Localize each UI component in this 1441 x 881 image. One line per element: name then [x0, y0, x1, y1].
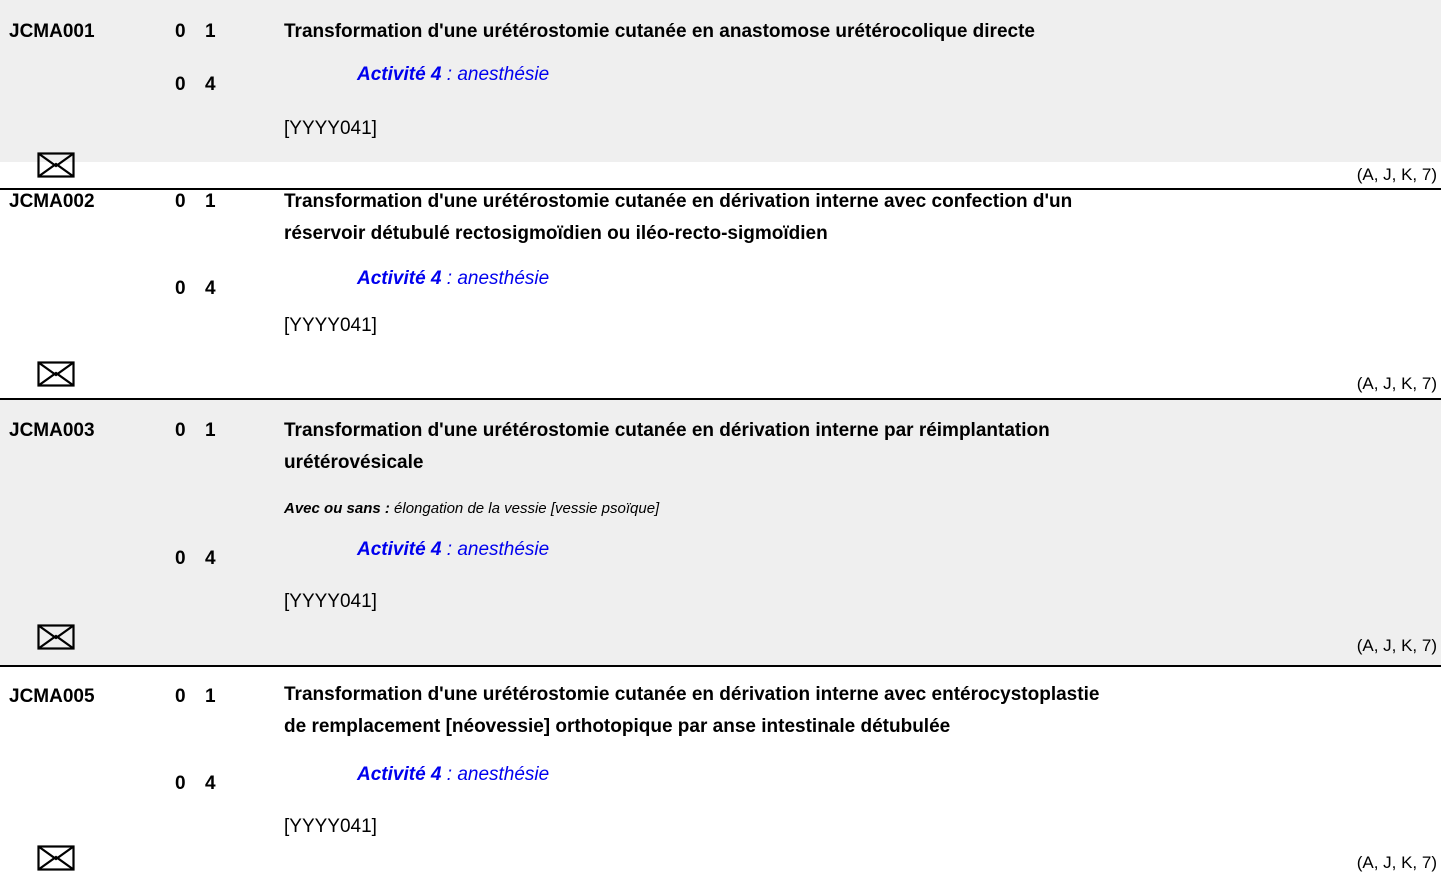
reference-code: [YYYY041] [284, 591, 377, 612]
reference-code: [YYYY041] [284, 816, 377, 837]
activity-digit-1: 0 [175, 686, 186, 707]
act-entry [0, 665, 1441, 881]
act-entry [0, 188, 1441, 398]
activity-digit-2: 1 [205, 420, 216, 441]
activity-digit-1: 0 [175, 191, 186, 212]
activity-digit-1: 0 [175, 278, 186, 299]
act-title [284, 679, 1434, 743]
act-title-line: Transformation d'une urétérostomie cutanée en dérivation interne avec entérocystoplastie [284, 684, 1100, 705]
act-title-line: Transformation d'une urétérostomie cutanée en dérivation interne par réimplantation [284, 420, 1050, 441]
classification-tags: (A, J, K, 7) [1356, 636, 1437, 655]
activity-digit-2: 4 [205, 278, 216, 299]
activity-label: Activité 4 [357, 539, 442, 560]
activity-digit-1: 0 [175, 773, 186, 794]
envelope-icon [37, 845, 75, 871]
activity-digit-2: 1 [205, 21, 216, 42]
act-code: JCMA001 [9, 21, 95, 42]
activity-digit-2: 4 [205, 773, 216, 794]
activity-suffix: : anesthésie [441, 268, 550, 289]
act-title-line: réservoir détubulé rectosigmoïdien ou iléo-recto-sigmoïdien [284, 223, 828, 244]
act-title [284, 415, 1434, 479]
activity-suffix: : anesthésie [441, 539, 550, 560]
act-title-line: de remplacement [néovessie] orthotopique par anse intestinale détubulée [284, 716, 951, 737]
act-title [284, 186, 1434, 250]
activity-digit-2: 1 [205, 191, 216, 212]
activity-digit-1: 0 [175, 420, 186, 441]
reference-code: [YYYY041] [284, 118, 377, 139]
activity-suffix: : anesthésie [441, 764, 550, 785]
activity-label: Activité 4 [357, 64, 442, 85]
activity-digit-1: 0 [175, 548, 186, 569]
envelope-icon [37, 152, 75, 178]
note-text: élongation de la vessie [vessie psoïque] [389, 500, 660, 517]
act-title [284, 16, 1434, 48]
act-note [284, 498, 659, 520]
activity-suffix: : anesthésie [441, 64, 550, 85]
act-entry [0, 398, 1441, 665]
activity-label: Activité 4 [357, 764, 442, 785]
classification-tags: (A, J, K, 7) [1356, 853, 1437, 872]
act-code: JCMA005 [9, 686, 95, 707]
reference-code: [YYYY041] [284, 315, 377, 336]
classification-tags: (A, J, K, 7) [1356, 165, 1437, 184]
activity-digit-2: 1 [205, 686, 216, 707]
activity-digit-2: 4 [205, 74, 216, 95]
act-code: JCMA003 [9, 420, 95, 441]
activity-4-line [357, 761, 549, 789]
activity-digit-2: 4 [205, 548, 216, 569]
act-entry [0, 0, 1441, 184]
activity-4-line [357, 61, 549, 89]
act-title-line: urétérovésicale [284, 452, 424, 473]
activity-digit-1: 0 [175, 74, 186, 95]
envelope-icon [37, 361, 75, 387]
act-title-line: Transformation d'une urétérostomie cutanée en anastomose urétérocolique directe [284, 21, 1035, 42]
act-code: JCMA002 [9, 191, 95, 212]
act-title-line: Transformation d'une urétérostomie cutanée en dérivation interne avec confection d'un [284, 191, 1073, 212]
envelope-icon [37, 624, 75, 650]
activity-4-line [357, 536, 549, 564]
activity-4-line [357, 265, 549, 293]
classification-tags: (A, J, K, 7) [1356, 374, 1437, 393]
activity-digit-1: 0 [175, 21, 186, 42]
note-prefix: Avec ou sans : [284, 500, 390, 517]
activity-label: Activité 4 [357, 268, 442, 289]
